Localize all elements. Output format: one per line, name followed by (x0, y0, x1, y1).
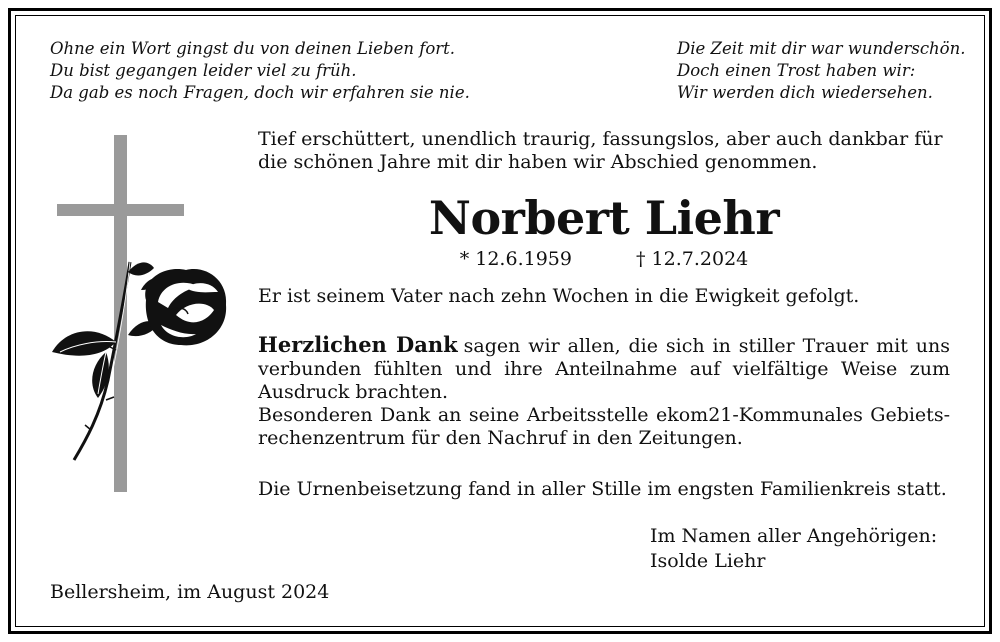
special-thanks: Besonderen Dank an seine Arbeitsstelle ekom21-Kommunales Gebiets-rechenzentrum für den Nachruf in den Zeitungen. (258, 404, 950, 449)
intro-text: Tief erschüttert, unendlich traurig, fassungslos, aber auch dankbar für die schönen Jahre mit dir haben wir Abschied genommen. (258, 128, 943, 173)
signature (650, 524, 937, 574)
death-date: † 12.7.2024 (636, 248, 749, 270)
burial-notice: Die Urnenbeisetzung fand in aller Stille im engsten Familienkreis statt. (258, 478, 947, 500)
thanks-heading: Herzlichen Dank (258, 332, 458, 357)
signature-line: Im Namen aller Angehörigen: (650, 525, 938, 547)
father-line: Er ist seinem Vater nach zehn Wochen in die Ewigkeit gefolgt. (258, 285, 860, 307)
poem-left-line: Da gab es noch Fragen, doch wir erfahren sie nie. (50, 83, 470, 102)
poem-right (677, 38, 966, 104)
poem-left-line: Du bist gegangen leider viel zu früh. (50, 61, 357, 80)
cross-with-rose (46, 130, 236, 500)
poem-left-line: Ohne ein Wort gingst du von deinen Lieben fort. (50, 39, 456, 58)
deceased-name: Norbert Liehr (428, 191, 780, 245)
poem-right-line: Wir werden dich wiedersehen. (677, 83, 933, 102)
poem-left (50, 38, 470, 104)
poem-right-line: Doch einen Trost haben wir: (677, 61, 916, 80)
life-dates (258, 247, 950, 271)
poem-right-line: Die Zeit mit dir war wunderschön. (677, 39, 966, 58)
thanks-paragraph (258, 333, 950, 450)
thanks-text: sagen wir allen, die sich in stiller Trauer mit uns verbunden fühlten und ihre Anteilnahme auf vielfältige Weise zum Ausdruck brachten. (258, 335, 951, 403)
signature-name: Isolde Liehr (650, 550, 766, 572)
rose-icon (52, 262, 226, 462)
birth-date: * 12.6.1959 (459, 248, 572, 270)
place-date: Bellersheim, im August 2024 (50, 581, 330, 603)
